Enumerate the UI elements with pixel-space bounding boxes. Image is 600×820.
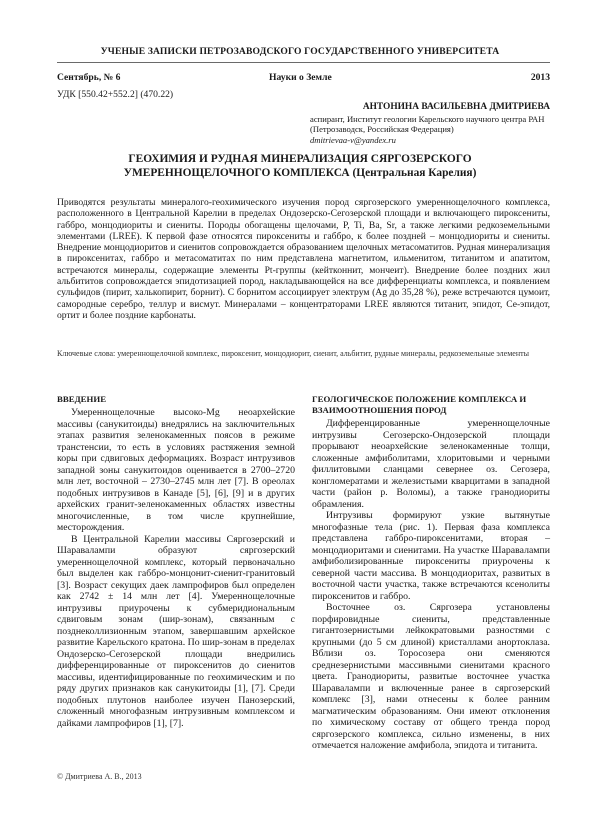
header-rule	[57, 62, 550, 63]
year-label: 2013	[530, 72, 550, 83]
keywords: Ключевые слова: умереннощелочной комплекс, пироксенит, монцодиорит, сиенит, альбитит, рудные минералы, редкоземельные элементы	[57, 349, 529, 358]
abstract: Приводятся результаты минералого-геохимического изучения пород сяргозерского умереннощелочного комплекса, расположенного в Центральной Карелии в пределах Ондозерско-Сегозерской площади и включающего пироксениты, габбро, монцодиориты и сиениты. Породы обогащены щелочами, P, Ti, Ba, Sr, а также легкими редкоземельными элементами (LREE). К первой фазе относятся пироксениты и габбро, к более поздней – монцодиориты и сиениты. Внедрение монцодиоритов и сиенитов сопровождается образованием щелочных метасоматитов. Рудная минерализация в пироксенитах, габбро и метасоматитах по ним представлена магнетитом, ильменитом, титанитом и апатитом, встречаются минералы, содержащие элементы Pt-группы (кейтконнит, мончеит). Внедрение более поздних жил альбититов сопровождается эпидотизацией пород, накладывающейся на все дифференциаты комплекса, и появлением сульфидов (пирит, халькопирит, борнит). С борнитом ассоциирует электрум (Ag до 35,28 %), реже встречаются цумоит, самородные серебро, теллур и висмут. Минералами – концентраторами LREE являются титанит, эпидот, Се-эпидот, ортит и более поздние карбонаты.	[57, 197, 550, 321]
article-title-line-2: УМЕРЕННОЩЕЛОЧНОГО КОМПЛЕКСА (Центральная Карелия)	[123, 167, 477, 179]
article-title	[0, 152, 600, 180]
journal-title: УЧЕНЫЕ ЗАПИСКИ ПЕТРОЗАВОДСКОГО ГОСУДАРСТВЕННОГО УНИВЕРСИТЕТА	[100, 46, 500, 57]
paragraph: Восточнее оз. Сяргозера установлены порфировидные сиениты, представленные гигантозернистыми лейкократовыми разностями с крупными (до 5 см длиной) кристаллами анортоклаза. Вблизи оз. Торосозера они сменяются среднезернистыми массивными сиенитами красного цвета. Гранодиориты, развитые восточнее участка Шаравалампи и включенные ранее в сяргозерский комплекс [3], нами отнесены к более ранним магматическим образованиям. Они имеют отклонения по химическому составу от общего тренда пород сяргозерского комплекса, сильно изменены, в них отмечается наложение амфибола, эпидота и титанита.	[312, 602, 550, 751]
issue-label: Сентябрь, № 6	[57, 72, 121, 83]
section-heading-introduction: ВВЕДЕНИЕ	[57, 394, 107, 404]
copyright-notice: © Дмитриева А. В., 2013	[57, 772, 142, 781]
paragraph: В Центральной Карелии массивы Сяргозерский и Шаравалампи образуют сяргозерский умереннощелочной комплекс, который первоначально был выделен как габбро-монцонит-сиенит-гранитовый [3]. Возраст секущих даек лампрофиров был определен как 2742 ± 14 млн лет [4]. Умереннощелочные интрузивы приурочены к субмеридиональным сдвиговым зонам (шир-зонам), связанным с позднеколлизионным этапом, завершавшим архейское развитие Карельского кратона. По шир-зонам в пределах Ондозерско-Сегозерской площади внедрились дифференцированные от пироксенитов до сиенитов массивы, идентифицированные по геохимическим и по ряду других признаков как санукитоиды [1], [7]. Среди подобных плутонов наиболее изучен Панозерский, сложенный многофазным интрузивным комплексом и дайками лампрофиров [1], [7].	[57, 533, 295, 729]
right-column	[312, 394, 550, 752]
paragraph: Интрузивы формируют узкие вытянутые многофазные тела (рис. 1). Первая фаза комплекса представлена габбро-пироксенитами, вторая – монцодиоритами и сиенитами. На участке Шаравалампи амфиболизированные пироксениты приурочены к северной части массива. В монцодиоритах, развитых в восточной части участка, также встречаются ксенолиты пироксенитов и габбро.	[312, 510, 550, 602]
author-email[interactable]: dmitrievaa-v@yandex.ru	[310, 134, 396, 145]
author-block	[310, 102, 550, 145]
section-heading-geology: ГЕОЛОГИЧЕСКОЕ ПОЛОЖЕНИЕ КОМПЛЕКСА И ВЗАИМООТНОШЕНИЯ ПОРОД	[312, 394, 527, 415]
author-name: АНТОНИНА ВАСИЛЬЕВНА ДМИТРИЕВА	[362, 102, 550, 112]
left-column	[57, 394, 295, 729]
article-title-line-1: ГЕОХИМИЯ И РУДНАЯ МИНЕРАЛИЗАЦИЯ СЯРГОЗЕРСКОГО	[128, 153, 472, 165]
udk-code: УДК [550.42+552.2] (470.22)	[57, 89, 174, 100]
author-affiliation: аспирант, Институт геологии Карельского научного центра РАН (Петрозаводск, Российская Федерация)	[310, 113, 545, 135]
section-label: Науки о Земле	[269, 72, 332, 83]
paragraph: Умереннощелочные высоко-Mg неоархейские массивы (санукитоиды) внедрялись на заключительных этапах развития зеленокаменных поясов в режиме транстенсии, то есть в условиях растяжения земной коры при сдвиговых деформациях. Возраст интрузивов западной зоны санукитоидов оценивается в 2700–2720 млн лет, восточной – 2730–2745 млн лет [7]. В ореолах подобных интрузивов в Канаде [5], [6], [9] и в других архейских гранит-зеленокаменных областях известны многочисленные, в том числе крупнейшие, месторождения.	[57, 407, 295, 533]
paragraph: Дифференцированные умереннощелочные интрузивы Сегозерско-Ондозерской площади прорывают неоархейские зеленокаменные толщи, сложенные амфиболитами, хлоритовыми и черными филлитовыми сланцами севернее оз. Сегозера, конгломератами и железистыми кварцитами в западной части (район р. Воломы), а также гранодиориты обрамления.	[312, 418, 550, 510]
